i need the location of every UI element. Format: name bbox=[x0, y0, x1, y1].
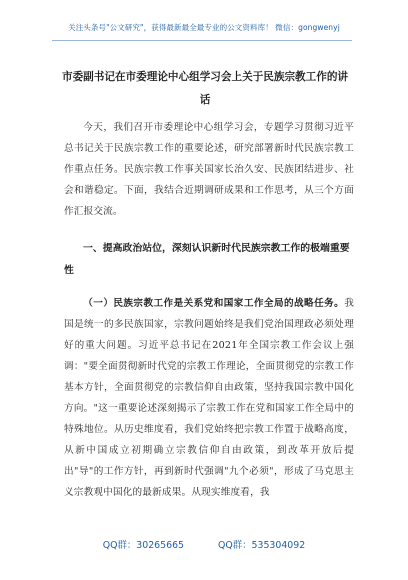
intro-text: 今天，我们召开市委理论中心组学习会，专题学习贯彻习近平总书记关于民族宗教工作的重要论述，研究部署新时代民族宗教工作重点任务。民族宗教工作事关国家长治久安、民族团结进步、社会和谐稳定。下面，我结合近期调研成果和工作思考，从三个方面作汇报交流。 bbox=[64, 122, 354, 217]
subsection-heading: （一）民族宗教工作是关系党和国家工作全局的战略任务。 bbox=[83, 298, 345, 309]
intro-paragraph bbox=[64, 117, 354, 222]
subsection-text: 我国是统一的多民族国家，宗教问题始终是我们党治国理政必须处理好的重大问题。习近平总书记在2021年全国宗教工作会议上强调："要全面贯彻新时代党的宗教工作理论，全面贯彻党的宗教工作基本方针，全面贯彻党的宗教信仰自由政策，坚持我国宗教中国化方向。"这一重要论述深刻揭示了宗教工作在党和国家工作全局中的特殊地位。从历史维度看，我们党始终把宗教工作置于战略高度，从新中国成立初期确立宗教信仰自由政策，到改革开放后提出"导"的工作方针，再到新时代强调"九个必须"，形成了马克思主义宗教观中国化的最新成果。从现实维度看，我 bbox=[64, 298, 354, 498]
header-divider bbox=[52, 40, 352, 41]
footer-qq-group-2: QQ群：535304092 bbox=[218, 540, 306, 551]
section-heading bbox=[64, 238, 354, 282]
footer-contact bbox=[0, 537, 408, 551]
subsection-paragraph bbox=[64, 293, 354, 503]
document-title: 市委副书记在市委理论中心组学习会上关于民族宗教工作的讲话 bbox=[61, 71, 349, 106]
footer-qq-group-1: QQ群：30265665 bbox=[102, 540, 185, 551]
header-banner: 关注头条号"公文研究"，获得最新最全最专业的公文资料库！ 微信：gongwenyj bbox=[68, 23, 340, 32]
section-heading-text: 一、提高政治站位，深刻认识新时代民族宗教工作的极端重要性 bbox=[64, 243, 350, 276]
